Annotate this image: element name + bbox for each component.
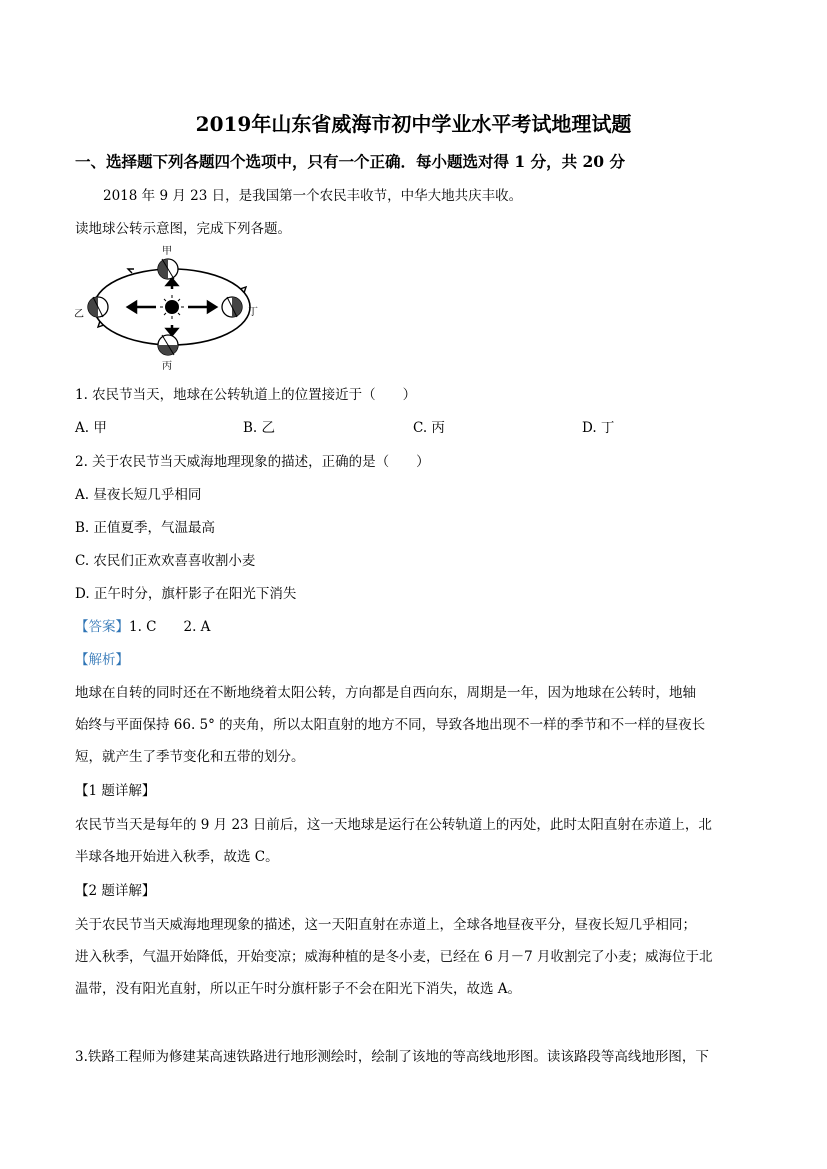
analysis-line: 短，就产生了季节变化和五带的划分。 <box>75 749 305 765</box>
detail-1-line: 农民节当天是每年的 9 月 23 日前后，这一天地球是运行在公转轨道上的丙处，此时太阳直射在赤道上，北 <box>75 817 712 833</box>
section-heading: 一、选择题下列各题四个选项中，只有一个正确．每小题选对得 1 分，共 20 分 <box>75 152 625 171</box>
q2-option-c: C. 农民们正欢欢喜喜收割小麦 <box>75 553 256 569</box>
question-1-stem: 1. 农民节当天，地球在公转轨道上的位置接近于（ ） <box>75 387 417 403</box>
q2-option-a: A. 昼夜长短几乎相同 <box>75 487 202 503</box>
intro-text: 2018 年 9 月 23 日，是我国第一个农民丰收节，中华大地共庆丰收。 <box>103 188 523 204</box>
detail-1-line: 半球各地开始进入秋季，故选 C。 <box>75 849 279 865</box>
earth-top-icon <box>158 259 178 279</box>
earth-left-icon <box>88 297 108 317</box>
label-yi: 乙 <box>74 309 84 320</box>
label-jia: 甲 <box>162 246 172 257</box>
answer-text: 1. C 2. A <box>129 619 211 635</box>
detail-2-line: 关于农民节当天威海地理现象的描述，这一天阳直射在赤道上，全球各地昼夜平分，昼夜长短几乎相同； <box>75 917 696 933</box>
earth-bottom-icon <box>158 335 178 355</box>
question-3-stem: 3.铁路工程师为修建某高速铁路进行地形测绘时，绘制了该地的等高线地形图。读该路段等高线地形图，下 <box>75 1049 709 1065</box>
detail-2-label: 【2 题详解】 <box>75 883 156 899</box>
answer-line <box>75 615 210 635</box>
sun-icon <box>160 295 184 319</box>
label-bing: 丙 <box>162 361 172 372</box>
analysis-label: 【解析】 <box>75 652 129 668</box>
q1-option-b: B. 乙 <box>243 420 276 436</box>
intro-instruction: 读地球公转示意图，完成下列各题。 <box>75 221 291 237</box>
answer-label: 【答案】 <box>75 619 129 635</box>
label-ding: 丁 <box>248 307 258 318</box>
earth-revolution-diagram <box>72 243 272 373</box>
earth-right-icon <box>222 297 242 317</box>
question-2-stem: 2. 关于农民节当天威海地理现象的描述，正确的是（ ） <box>75 454 430 470</box>
analysis-line: 地球在自转的同时还在不断地绕着太阳公转，方向都是自西向东，周期是一年，因为地球在公转时，地轴 <box>75 685 696 701</box>
q1-option-c: C. 丙 <box>413 420 445 436</box>
detail-2-line: 进入秋季，气温开始降低，开始变凉；威海种植的是冬小麦，已经在 6 月－7 月收割完了小麦；威海位于北 <box>75 949 713 965</box>
q1-option-a: A. 甲 <box>75 420 107 436</box>
detail-2-line: 温带，没有阳光直射，所以正午时分旗杆影子不会在阳光下消失，故选 A。 <box>75 981 522 997</box>
detail-1-label: 【1 题详解】 <box>75 783 156 799</box>
analysis-line: 始终与平面保持 66. 5° 的夹角，所以太阳直射的地方不同，导致各地出现不一样的季节和不一样的昼夜长 <box>75 717 706 733</box>
page-title: 2019年山东省威海市初中学业水平考试地理试题 <box>195 112 632 136</box>
q2-option-b: B. 正值夏季，气温最高 <box>75 520 216 536</box>
q1-option-d: D. 丁 <box>582 420 615 436</box>
q2-option-d: D. 正午时分，旗杆影子在阳光下消失 <box>75 586 297 602</box>
